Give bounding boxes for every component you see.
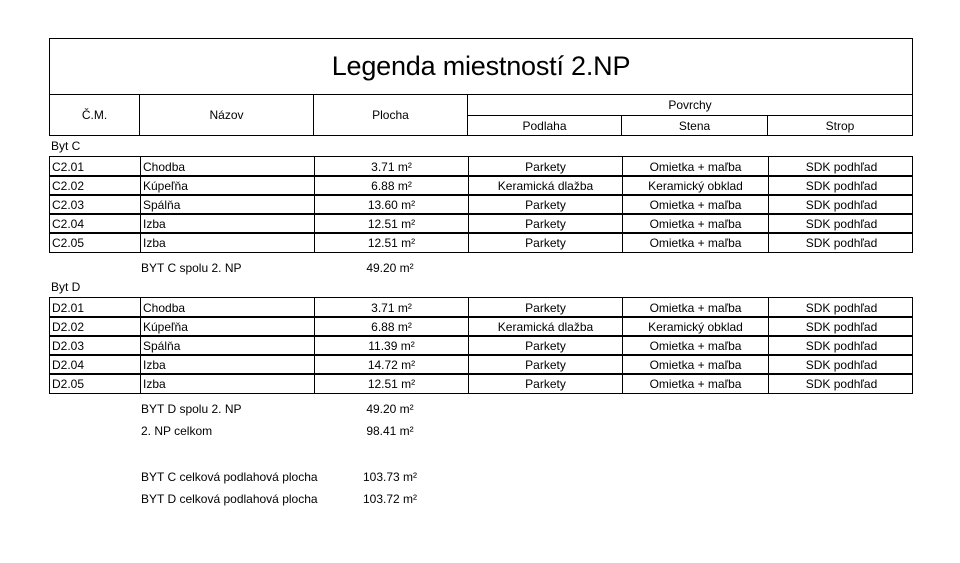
- room-wall: Omietka + maľba: [622, 233, 768, 252]
- room-wall: Omietka + maľba: [622, 336, 768, 355]
- room-id: D2.02: [52, 319, 85, 334]
- table-row: [49, 194, 913, 215]
- room-area: 11.39 m²: [314, 336, 468, 355]
- header-plocha: Plocha: [313, 94, 468, 136]
- room-id: C2.02: [52, 178, 85, 193]
- room-name: Izba: [140, 374, 314, 393]
- room-id: D2.05: [52, 376, 85, 391]
- room-area: 6.88 m²: [314, 317, 468, 336]
- room-name: Spálňa: [140, 195, 314, 214]
- room-area: 3.71 m²: [314, 298, 468, 317]
- byt-c-total-label: BYT C spolu 2. NP: [141, 261, 242, 275]
- table-row: [49, 354, 913, 375]
- room-wall: Omietka + maľba: [622, 298, 768, 317]
- room-wall: Omietka + maľba: [622, 374, 768, 393]
- room-ceiling: SDK podhľad: [768, 298, 914, 317]
- header-povrchy: Povrchy: [467, 94, 913, 116]
- room-id: C2.03: [52, 197, 85, 212]
- room-area: 14.72 m²: [314, 355, 468, 374]
- byt-d-total-label: BYT D spolu 2. NP: [141, 402, 242, 416]
- room-ceiling: SDK podhľad: [768, 233, 914, 252]
- room-wall: Omietka + maľba: [622, 355, 768, 374]
- room-ceiling: SDK podhľad: [768, 195, 914, 214]
- room-area: 3.71 m²: [314, 157, 468, 176]
- room-floor: Parkety: [468, 355, 622, 374]
- room-floor: Parkety: [468, 214, 622, 233]
- room-name: Chodba: [140, 157, 314, 176]
- room-name: Kúpeľňa: [140, 176, 314, 195]
- table-row: [49, 316, 913, 337]
- header-nazov: Názov: [139, 94, 314, 136]
- room-id: C2.01: [52, 159, 85, 174]
- room-area: 12.51 m²: [314, 233, 468, 252]
- header-stena: Stena: [621, 115, 768, 136]
- table-row: [49, 232, 913, 253]
- room-area: 13.60 m²: [314, 195, 468, 214]
- room-floor: Parkety: [468, 374, 622, 393]
- room-area: 12.51 m²: [314, 374, 468, 393]
- room-ceiling: SDK podhľad: [768, 157, 914, 176]
- byt-d-gross-label: BYT D celková podlahová plocha: [141, 492, 318, 506]
- room-ceiling: SDK podhľad: [768, 355, 914, 374]
- header-cm: Č.M.: [49, 94, 140, 136]
- room-name: Spálňa: [140, 336, 314, 355]
- room-name: Izba: [140, 214, 314, 233]
- header-strop: Strop: [767, 115, 913, 136]
- room-wall: Keramický obklad: [622, 176, 768, 195]
- room-ceiling: SDK podhľad: [768, 176, 914, 195]
- table-row: [49, 335, 913, 356]
- room-id: C2.04: [52, 216, 85, 231]
- room-ceiling: SDK podhľad: [768, 374, 914, 393]
- room-floor: Parkety: [468, 336, 622, 355]
- table-row: [49, 213, 913, 234]
- header-podlaha: Podlaha: [467, 115, 622, 136]
- table-row: [49, 297, 913, 318]
- room-name: Izba: [140, 233, 314, 252]
- room-id: D2.03: [52, 338, 85, 353]
- room-floor: Parkety: [468, 195, 622, 214]
- room-wall: Keramický obklad: [622, 317, 768, 336]
- room-ceiling: SDK podhľad: [768, 336, 914, 355]
- np-total-area: 98.41 m²: [366, 424, 414, 438]
- room-id: C2.05: [52, 235, 85, 250]
- legend-title: Legenda miestností 2.NP: [49, 38, 913, 95]
- room-floor: Parkety: [468, 298, 622, 317]
- room-floor: Keramická dlažba: [468, 176, 622, 195]
- np-total-label: 2. NP celkom: [141, 424, 213, 438]
- room-wall: Omietka + maľba: [622, 214, 768, 233]
- room-area: 6.88 m²: [314, 176, 468, 195]
- table-row: [49, 373, 913, 394]
- table-row: [49, 175, 913, 196]
- room-floor: Parkety: [468, 157, 622, 176]
- room-floor: Keramická dlažba: [468, 317, 622, 336]
- room-wall: Omietka + maľba: [622, 195, 768, 214]
- byt-c-gross-area: 103.73 m²: [362, 470, 418, 484]
- byt-d-total-area: 49.20 m²: [366, 402, 414, 416]
- byt-c-total-area: 49.20 m²: [366, 261, 414, 275]
- table-row: [49, 156, 913, 177]
- byt-d-gross-area: 103.72 m²: [362, 492, 418, 506]
- room-name: Kúpeľňa: [140, 317, 314, 336]
- room-name: Izba: [140, 355, 314, 374]
- group-label-byt-c: Byt C: [51, 139, 81, 153]
- group-label-byt-d: Byt D: [51, 280, 81, 294]
- byt-c-gross-label: BYT C celková podlahová plocha: [141, 470, 318, 484]
- room-id: D2.04: [52, 357, 85, 372]
- room-ceiling: SDK podhľad: [768, 317, 914, 336]
- room-name: Chodba: [140, 298, 314, 317]
- room-floor: Parkety: [468, 233, 622, 252]
- room-area: 12.51 m²: [314, 214, 468, 233]
- room-wall: Omietka + maľba: [622, 157, 768, 176]
- room-id: D2.01: [52, 300, 85, 315]
- room-ceiling: SDK podhľad: [768, 214, 914, 233]
